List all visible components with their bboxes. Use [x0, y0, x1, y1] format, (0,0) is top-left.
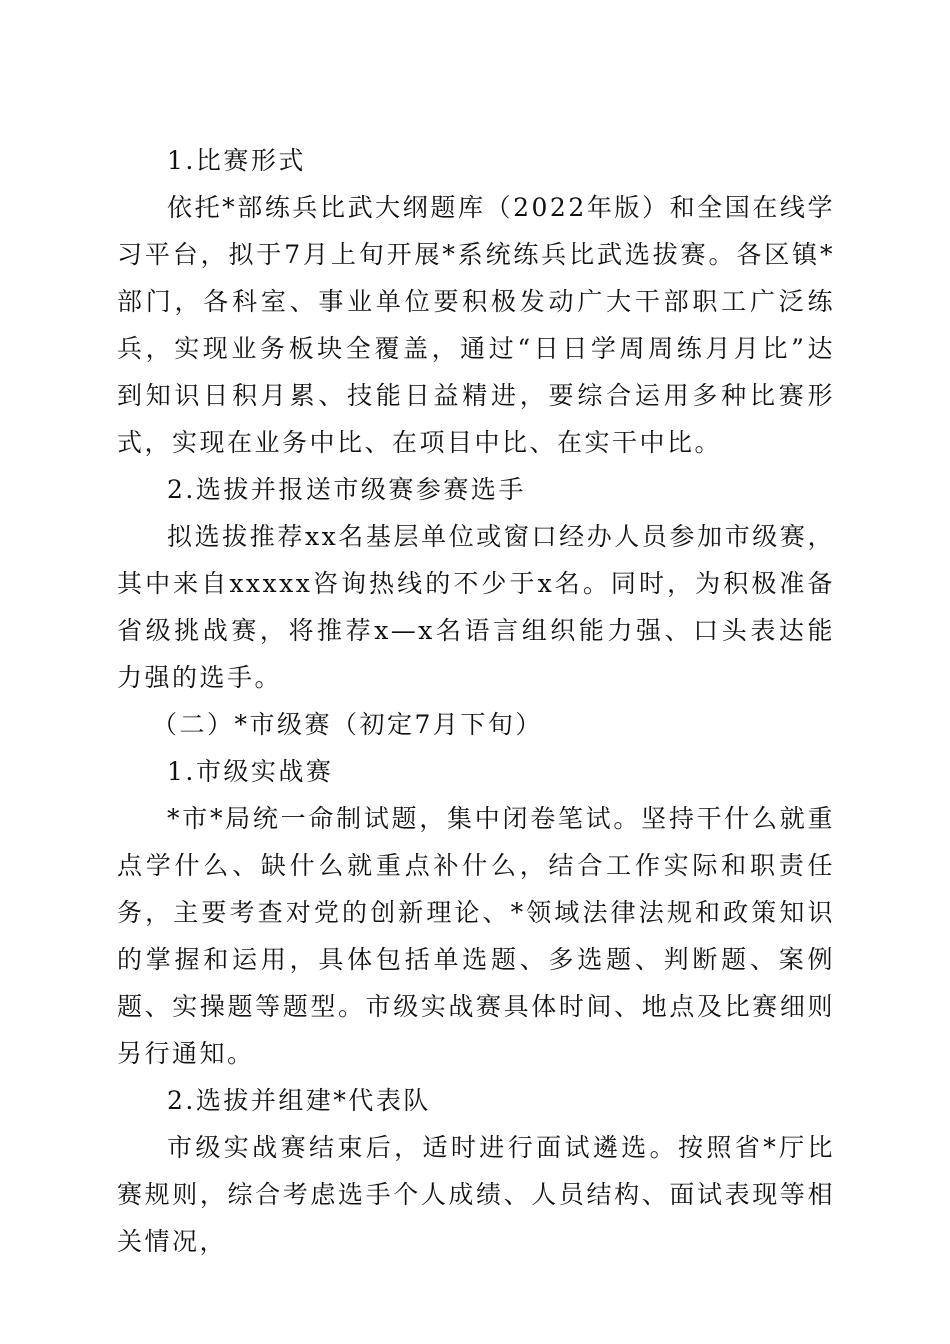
subheading-competition-format: 1.比赛形式	[167, 146, 306, 175]
section-heading-city-level: （二）*市级赛（初定7月下旬）	[152, 710, 543, 739]
subheading-select-contestants: 2.选拔并报送市级赛参赛选手	[167, 475, 526, 504]
paragraph-competition-format: 依托*部练兵比武大纲题库（2022年版）和全国在线学习平台，拟于7月上旬开展*系统练兵比武选拔赛。各区镇*部门，各科室、事业单位要积极发动广大干部职工广泛练兵，实现业务板块全覆盖，通过“日日学周周练月月比”达到知识日积月累、技能日益精进，要综合运用多种比赛形式，实现在业务中比、在项目中比、在实干中比。	[117, 193, 835, 457]
paragraph-form-team: 市级实战赛结束后，适时进行面试遴选。按照省*厅比赛规则，综合考虑选手个人成绩、人员结构、面试表现等相关情况，	[117, 1133, 835, 1256]
document-body	[117, 137, 835, 1265]
subheading-form-team: 2.选拔并组建*代表队	[167, 1086, 431, 1115]
paragraph-city-practical: *市*局统一命制试题，集中闭卷笔试。坚持干什么就重点学什么、缺什么就重点补什么，结合工作实际和职责任务，主要考查对党的创新理论、*领域法律法规和政策知识的掌握和运用，具体包括单选题、多选题、判断题、案例题、实操题等题型。市级实战赛具体时间、地点及比赛细则另行通知。	[117, 804, 835, 1068]
paragraph-select-contestants: 拟选拔推荐xx名基层单位或窗口经办人员参加市级赛，其中来自xxxxx咨询热线的不少于x名。同时，为积极准备省级挑战赛，将推荐x—x名语言组织能力强、口头表达能力强的选手。	[117, 522, 835, 692]
subheading-city-practical: 1.市级实战赛	[167, 757, 334, 786]
